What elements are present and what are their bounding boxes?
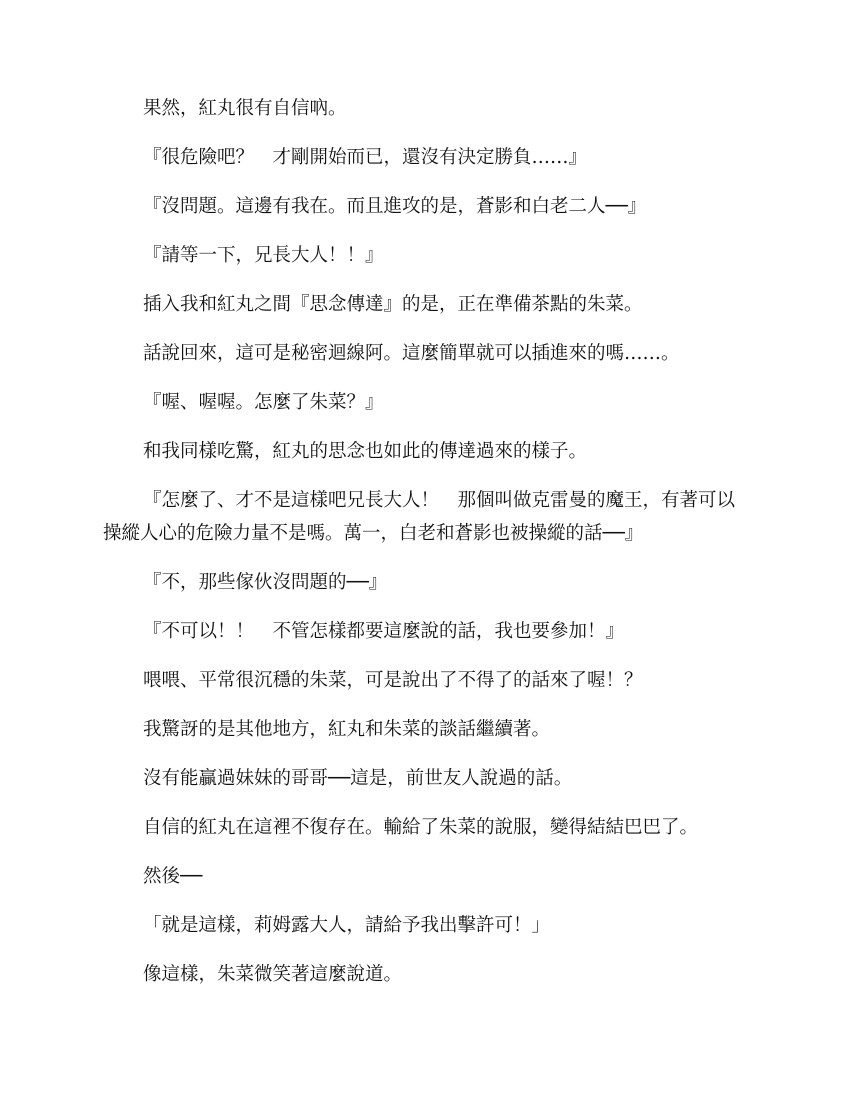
paragraph: 沒有能贏過妹妹的哥哥──這是，前世友人說過的話。	[143, 768, 573, 789]
paragraph: 『沒問題。這邊有我在。而且進攻的是，蒼影和白老二人──』	[143, 196, 647, 217]
paragraph: 『怎麼了、才不是這樣吧兄長大人！ 那個叫做克雷曼的魔王，有著可以操縱人心的危險力量不是嗎。萬一，白老和蒼影也被操縱的話──』	[103, 490, 736, 544]
paragraph: 『喔、喔喔。怎麼了朱菜？』	[143, 392, 384, 413]
paragraph: 自信的紅丸在這裡不復存在。輸給了朱菜的說服，變得結結巴巴了。	[143, 817, 699, 838]
paragraph: 我驚訝的是其他地方，紅丸和朱菜的談話繼續著。	[143, 719, 551, 740]
paragraph: 『不，那些傢伙沒問題的──』	[143, 572, 388, 593]
paragraph: 然後──	[143, 866, 203, 887]
paragraph: 和我同樣吃驚，紅丸的思念也如此的傳達過來的樣子。	[143, 441, 588, 462]
paragraph: 喂喂、平常很沉穩的朱菜，可是說出了不得了的話來了喔！？	[143, 670, 643, 691]
paragraph: 話說回來，這可是秘密迴線阿。這麼簡單就可以插進來的嗎……。	[143, 343, 680, 364]
paragraph: 像這樣，朱菜微笑著這麼說道。	[143, 964, 403, 985]
paragraph: 『很危險吧？ 才剛開始而已，還沒有決定勝負……』	[143, 147, 588, 168]
paragraph: 果然，紅丸很有自信吶。	[143, 98, 347, 119]
paragraph: 『不可以！！ 不管怎樣都要這麼說的話，我也要參加！』	[143, 621, 625, 642]
paragraph: 插入我和紅丸之間『思念傳達』的是，正在準備茶點的朱菜。	[143, 294, 643, 315]
paragraph: 「就是這樣，莉姆露大人，請給予我出擊許可！」	[143, 915, 551, 936]
text-column	[103, 92, 743, 1007]
paragraph: 『請等一下，兄長大人！！』	[143, 245, 384, 266]
